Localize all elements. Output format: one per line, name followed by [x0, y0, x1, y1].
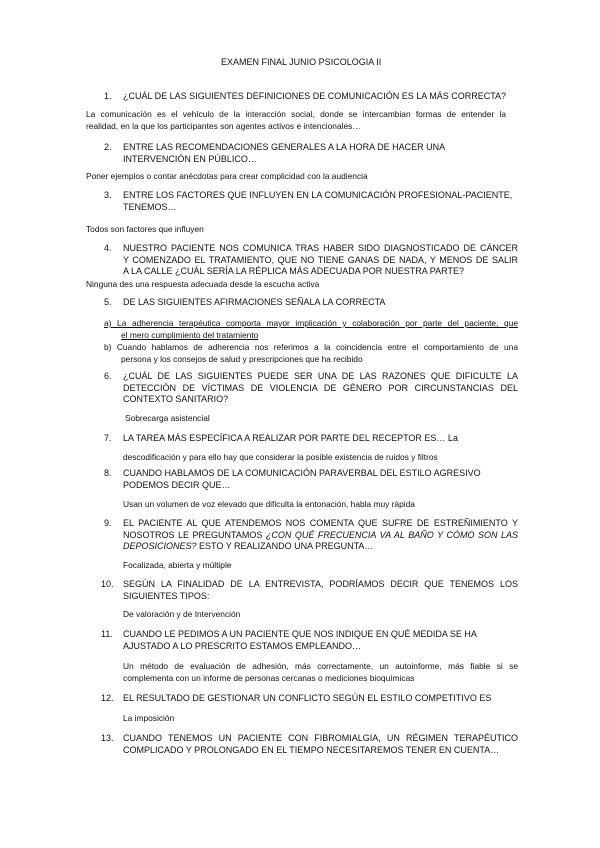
question-fragment: ESTO Y REALIZANDO UNA PREGUNTA… [196, 541, 374, 551]
answer-line: descodificación y para ello hay que considerar la posible existencia de ruidos y filtros [123, 452, 438, 462]
question-number: 6. [104, 371, 112, 381]
question-line: ENTRE LOS FACTORES QUE INFLUYEN EN LA COMUNICACIÓN PROFESIONAL-PACIENTE, [123, 190, 513, 200]
answer-12 [123, 712, 174, 724]
answer-9 [123, 559, 231, 571]
answer-line: La comunicación es el vehículo de la interacción social, donde se intercambian formas de entender la [86, 109, 506, 119]
question-text: ¿CUÁL DE LAS SIGUIENTES DEFINICIONES DE COMUNICACIÓN ES LA MÁS CORRECTA? [123, 91, 507, 101]
answer-3 [86, 223, 204, 235]
question-text [123, 468, 481, 491]
question-text [123, 629, 477, 652]
option-line: el mero cumplimiento del tratamiento [121, 330, 259, 341]
question-line: DETECCIÓN DE VÍCTIMAS DE VIOLENCIA DE GÉNERO POR CIRCUNSTANCIAS DEL [123, 382, 518, 393]
answer-line: La imposición [123, 713, 175, 723]
answer-line: Sobrecarga asistencial [125, 413, 210, 423]
option-b [104, 341, 518, 366]
question-line [123, 541, 518, 553]
answer-6 [125, 412, 210, 424]
answer-7 [123, 451, 438, 463]
question-italic: DEPOSICIONES? [123, 541, 197, 551]
question-number: 10. [101, 579, 114, 589]
question-line: INTERVENCIÓN EN PÚBLICO… [123, 153, 257, 164]
question-line: NUESTRO PACIENTE NOS COMUNICA TRAS HABER SIDO DIAGNOSTICADO DE CÁNCER [123, 243, 518, 253]
question-fragment: NOSOTROS LE PREGUNTAMOS [123, 529, 266, 540]
question-text: LA TAREA MÁS ESPECÍFICA A REALIZAR POR PARTE DEL RECEPTOR ES… La [123, 433, 458, 443]
question-line: TENEMOS… [123, 201, 177, 212]
answer-line: Ninguna des una respuesta adecuada desde la escucha activa [86, 279, 320, 289]
answer-line: Todos son factores que influyen [86, 224, 204, 234]
question-text [123, 579, 518, 602]
option-line: b) Cuando hablamos de adherencia nos referimos a la coincidencia entre el comportamiento de una [104, 342, 518, 352]
answer-4 [86, 278, 319, 290]
question-line: SIGUIENTES TIPOS: [123, 590, 210, 601]
question-text: DE LAS SIGUIENTES AFIRMACIONES SEÑALA LA CORRECTA [123, 297, 386, 307]
question-text [123, 733, 518, 756]
answer-10 [123, 608, 240, 620]
question-line: AJUSTADO A LO PRESCRITO ESTAMOS EMPLEANDO… [123, 640, 362, 651]
answer-line: complementa con un informe de personas cercanas o mediciones bioquímicas [123, 673, 415, 684]
question-text [123, 142, 445, 165]
question-text [123, 190, 512, 213]
answer-8 [123, 498, 415, 510]
answer-1 [86, 108, 506, 133]
answer-line: De valoración y de Intervención [123, 609, 241, 619]
question-text [123, 518, 518, 553]
question-italic: ¿CON QUÉ FRECUENCIA VA AL BAÑO Y CÓMO SON LAS [265, 529, 518, 540]
question-number: 4. [104, 243, 112, 253]
question-line: SEGÚN LA FINALIDAD DE LA ENTREVISTA, PODRÍAMOS DECIR QUE TENEMOS LOS [123, 579, 518, 589]
question-number: 3. [104, 190, 112, 200]
question-number: 1. [104, 91, 112, 101]
question-line: CUANDO TENEMOS UN PACIENTE CON FIBROMIALGIA, UN RÉGIMEN TERAPÉUTICO [123, 733, 518, 743]
answer-line: Focalizada, abierta y múltiple [123, 560, 232, 570]
question-number: 5. [104, 297, 112, 307]
answer-line: Un método de evaluación de adhesión, más correctamente, un autoinforme, más fiable si se [123, 661, 518, 671]
question-number: 13. [101, 733, 114, 743]
option-line: persona y los consejos de salud y prescripciones que ha recibido [121, 354, 363, 365]
question-number: 2. [104, 142, 112, 152]
answer-line: Usan un volumen de voz elevado que dificulta la entonación, habla muy rápida [123, 499, 415, 509]
question-number: 7. [104, 433, 112, 443]
question-number: 8. [104, 468, 112, 478]
question-line: A LA CALLE ¿CUÁL SERÍA LA RÉPLICA MÁS ADECUADA POR NUESTRA PARTE? [123, 266, 464, 276]
answer-line: realidad, en la que los participantes son agentes activos e intencionales… [86, 121, 361, 132]
question-text [123, 243, 518, 278]
answer-2 [86, 170, 368, 182]
answer-line: Poner ejemplos o contar anécdotas para crear complicidad con la audiencia [86, 171, 368, 181]
answer-11 [123, 660, 518, 685]
question-line: EL PACIENTE AL QUE ATENDEMOS NOS COMENTA QUE SUFRE DE ESTREÑIMIENTO Y [123, 518, 518, 528]
question-line: Y COMENZADO EL TRATAMIENTO, QUE NO TIENE GANAS DE NADA, Y MENOS DE SALIR [123, 254, 518, 265]
question-line: CONTEXTO SANITARIO? [123, 394, 229, 404]
question-line: CUANDO HABLAMOS DE LA COMUNICACIÓN PARAVERBAL DEL ESTILO AGRESIVO [123, 468, 481, 478]
page-title: EXAMEN FINAL JUNIO PSICOLOGIA II [221, 57, 382, 67]
question-number: 9. [104, 518, 112, 528]
question-line: PODEMOS DECIR QUE… [123, 479, 231, 490]
option-a [104, 317, 518, 342]
question-text: EL RESULTADO DE GESTIONAR UN CONFLICTO SEGÚN EL ESTILO COMPETITIVO ES [123, 693, 492, 703]
question-line: CUANDO LE PEDIMOS A UN PACIENTE QUE NOS INDIQUE EN QUÉ MEDIDA SE HA [123, 629, 477, 639]
option-line: a) La adherencia terapéutica comporta mayor implicación y colaboración por parte del paciente, que [104, 318, 518, 328]
question-text [123, 371, 518, 406]
question-number: 11. [101, 629, 113, 639]
question-number: 12. [101, 693, 114, 703]
question-line: COMPLICADO Y PROLONGADO EN EL TIEMPO NECESITAREMOS TENER EN CUENTA… [123, 744, 500, 755]
question-line: ¿CUÁL DE LAS SIGUIENTES PUEDE SER UNA DE LAS RAZONES QUE DIFICULTE LA [123, 371, 518, 381]
question-line: ENTRE LAS RECOMENDACIONES GENERALES A LA HORA DE HACER UNA [123, 142, 446, 152]
question-line [123, 530, 518, 542]
